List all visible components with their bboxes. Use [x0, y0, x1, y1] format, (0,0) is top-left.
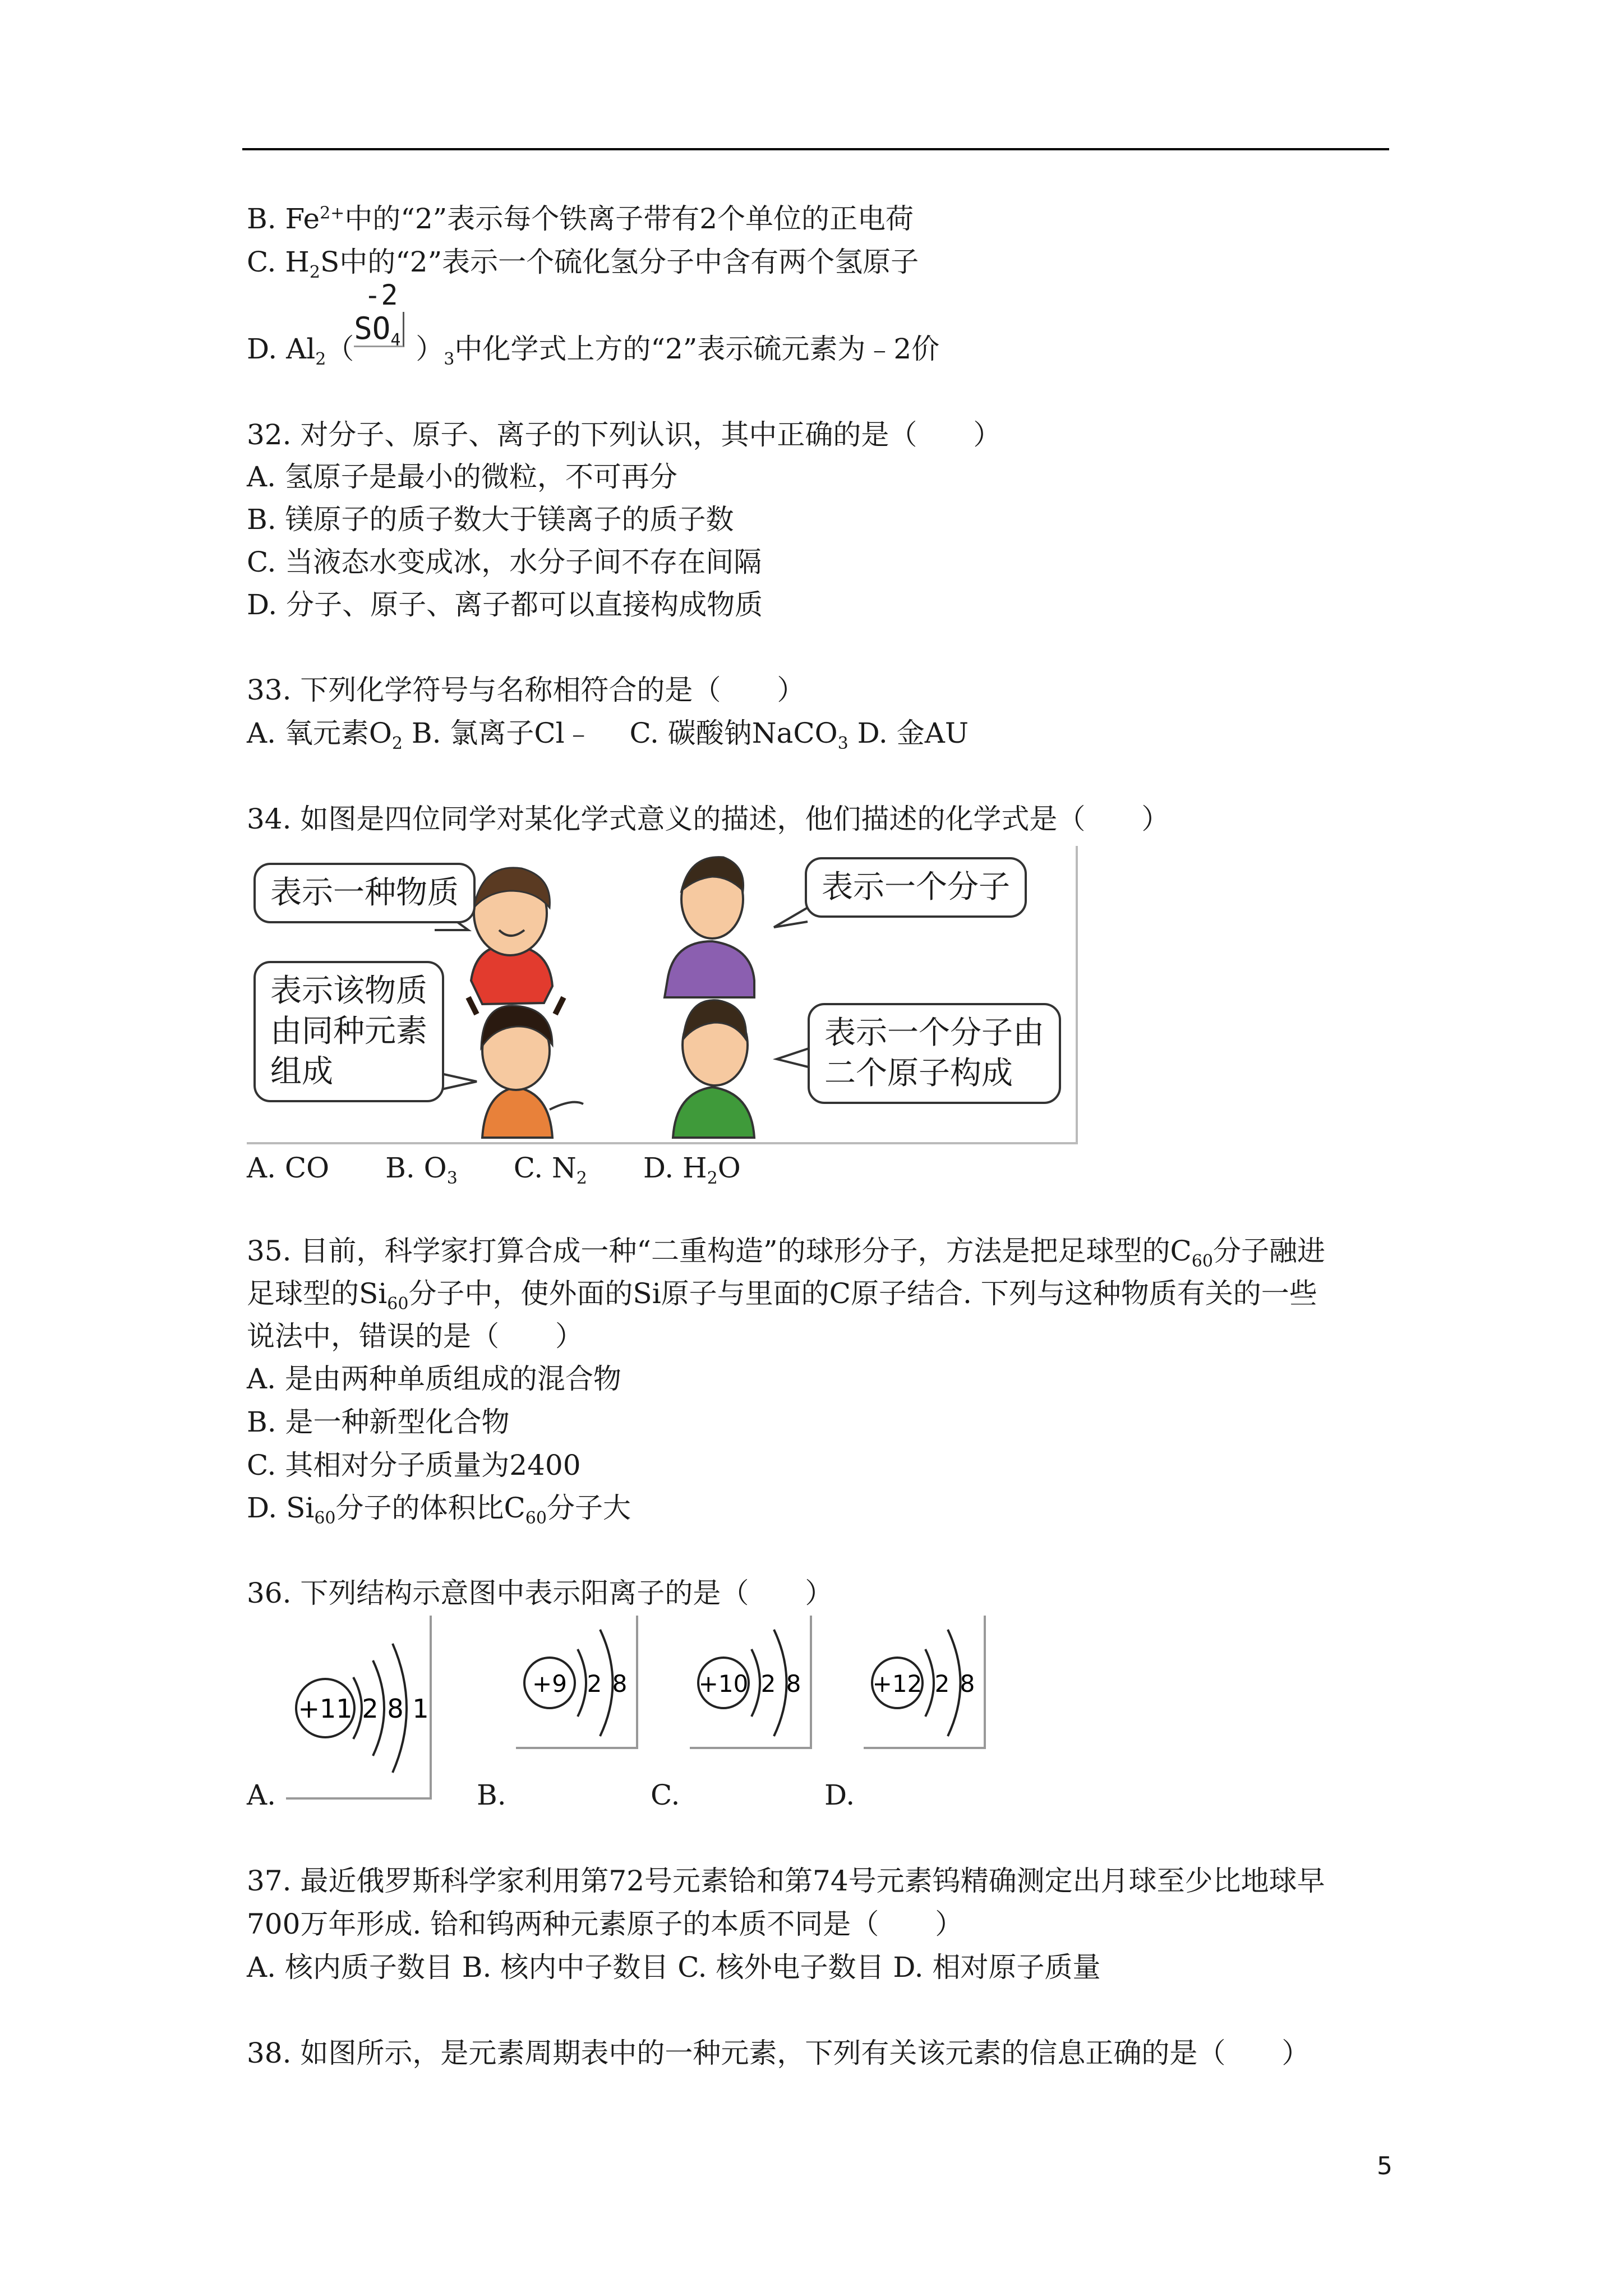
q36-diagram-a [286, 1616, 432, 1801]
bubble4-line1: 表示一个分子由 [824, 1015, 1044, 1051]
student-boy-green-shirt [673, 1000, 754, 1138]
q32-option-c: C. 当液态水变成冰，水分子间不存在间隔 [247, 546, 762, 578]
nucleus-charge: +9 [532, 1670, 567, 1697]
q36-label-b: B. [477, 1779, 506, 1811]
q35-stem-line1: 35. 目前，科学家打算合成一种“二重构造”的球形分子，方法是把足球型的$C_{60}$分子融进 [247, 1235, 1325, 1271]
nucleus-charge: +10 [698, 1670, 749, 1697]
q31-option-d: D. $Al_2$（ -2 $SO_4$ ）$_3$中化学式上方的“2”表示硫元素为﹣2价 [247, 279, 940, 369]
q36-stem: 36. 下列结构示意图中表示阳离子的是（ ） [247, 1577, 833, 1609]
q36-diagram-d [864, 1616, 987, 1750]
q32-option-b: B. 镁原子的质子数大于镁离子的质子数 [247, 503, 734, 536]
shell-electrons: 8 [387, 1694, 404, 1724]
q36-diagram-b [516, 1616, 639, 1750]
q37-options: A. 核内质子数目 B. 核内中子数目 C. 核外电子数目 D. 相对原子质量 [247, 1951, 1101, 1984]
student-boy-purple-shirt [665, 857, 754, 997]
sulfate-formula: $SO_4$ [354, 312, 404, 347]
shell-arc [600, 1630, 613, 1736]
speech-bubble-4 [808, 1003, 1061, 1104]
q32-stem: 32. 对分子、原子、离子的下列认识，其中正确的是（ ） [247, 418, 1002, 451]
shell-electrons: 2 [934, 1670, 950, 1697]
shell-arc [948, 1630, 961, 1736]
q37-stem-line1: 37. 最近俄罗斯科学家利用第72号元素铪和第74号元素钨精确测定出月球至少比地球早 [247, 1865, 1325, 1897]
nucleus-charge: +11 [298, 1694, 353, 1724]
speech-bubble-3 [253, 961, 444, 1102]
student-girl-orange-shirt [468, 997, 583, 1138]
shell-electrons: 2 [760, 1670, 776, 1697]
q36-label-d: D. [824, 1779, 855, 1811]
q32-option-a: A. 氢原子是最小的微粒，不可再分 [247, 461, 677, 493]
bubble3-line3: 组成 [270, 1053, 333, 1090]
shell-arc [774, 1630, 787, 1736]
bubble4-tail [777, 1048, 810, 1068]
shell-electrons: 2 [587, 1670, 602, 1697]
bubble2-tail [774, 908, 808, 927]
q35-option-a: A. 是由两种单质组成的混合物 [247, 1363, 621, 1395]
sulfate-group-with-valence [354, 279, 416, 366]
student-boy-red-shirt [471, 868, 552, 1004]
q31-option-c: C. $H_2S$中的“2”表示一个硫化氢分子中含有两个氢原子 [247, 246, 919, 282]
bubble3-line1: 表示该物质 [270, 973, 427, 1009]
q36-label-c: C. [651, 1779, 680, 1811]
q35-option-c: C. 其相对分子质量为2400 [247, 1449, 581, 1481]
shell-electrons: 8 [786, 1670, 801, 1697]
q35-option-b: B. 是一种新型化合物 [247, 1406, 510, 1438]
valence-label: -2 [364, 279, 398, 311]
q37-stem-line2: 700万年形成. 铪和钨两种元素原子的本质不同是（ ） [247, 1908, 963, 1940]
shell-arc [925, 1649, 934, 1717]
bubble3-line2: 由同种元素 [270, 1013, 427, 1050]
shell-arc [578, 1649, 586, 1717]
bubble4-line2: 二个原子构成 [824, 1055, 1013, 1092]
q34-cartoon-figure [247, 846, 1078, 1144]
q36-diagram-c [690, 1616, 813, 1750]
nucleus-charge: +12 [872, 1670, 923, 1697]
q35-option-d: D. $Si_{60}$分子的体积比$C_{60}$分子大 [247, 1492, 631, 1528]
q35-stem-line3: 说法中，错误的是（ ） [247, 1320, 583, 1352]
shell-electrons: 8 [960, 1670, 975, 1697]
q33-stem: 33. 下列化学符号与名称相符合的是（ ） [247, 674, 805, 706]
shell-arc [751, 1649, 760, 1717]
q31-option-b: B. $Fe^{2+}$中的“2”表示每个铁离子带有2个单位的正电荷 [247, 203, 914, 235]
shell-electrons: 2 [362, 1694, 379, 1724]
q33-options: A. 氧元素$O_2$ B. 氯离子Cl﹣ C. 碳酸钠NaCO$_3$ D. 金AU [247, 717, 969, 753]
speech-bubble-2: 表示一个分子 [805, 857, 1027, 918]
q34-stem: 34. 如图是四位同学对某化学式意义的描述，他们描述的化学式是（ ） [247, 803, 1170, 835]
header-rule [242, 148, 1389, 150]
shell-electrons: 8 [612, 1670, 628, 1697]
q35-stem-line2: 足球型的$Si_{60}$分子中，使外面的Si原子与里面的C原子结合. 下列与这种物质有关的一些 [247, 1277, 1317, 1314]
q38-stem: 38. 如图所示，是元素周期表中的一种元素，下列有关该元素的信息正确的是（ ） [247, 2037, 1310, 2069]
q34-options: A. CO B. $O_3$ C. $N_2$ D. $H_2O$ [247, 1152, 741, 1188]
page-number: 5 [1377, 2152, 1393, 2180]
shell-electrons: 1 [412, 1694, 429, 1724]
speech-bubble-1: 表示一种物质 [253, 863, 476, 923]
q36-label-a: A. [247, 1779, 276, 1811]
q32-option-d: D. 分子、原子、离子都可以直接构成物质 [247, 588, 763, 621]
